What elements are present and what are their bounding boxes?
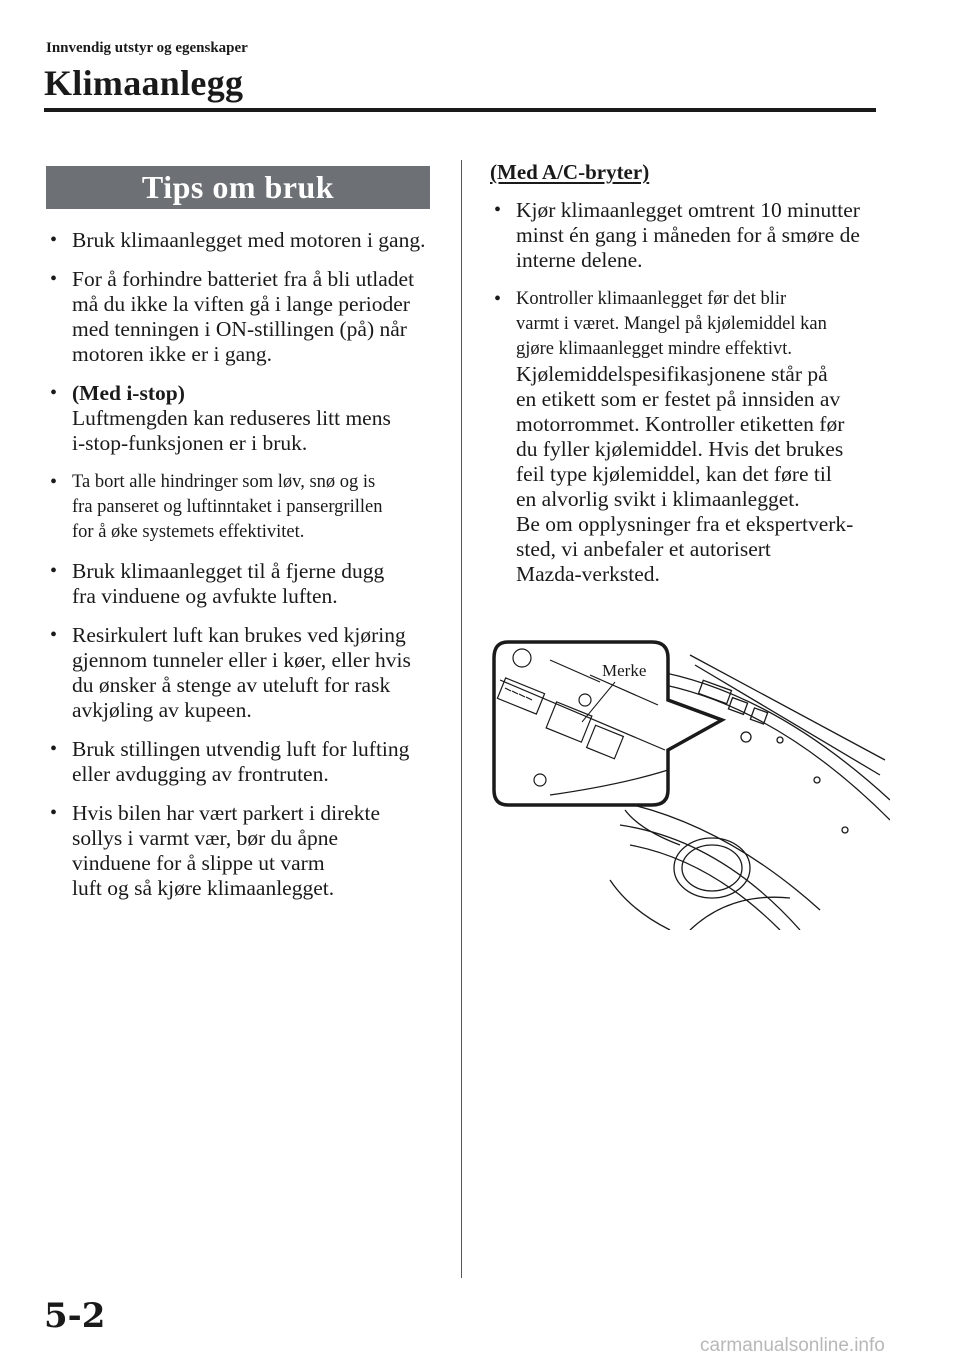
- list-item: [50, 801, 434, 901]
- list-item-line: interne delene.: [516, 248, 643, 272]
- list-item-line: Bruk klimaanlegget med motoren i gang.: [72, 228, 426, 252]
- list-item-line: fra panseret og luftinntaket i pansergrillen: [72, 497, 383, 517]
- list-item-line: Luftmengden kan reduseres litt mens: [72, 406, 391, 430]
- ac-tips-list: [494, 198, 878, 601]
- list-item: [50, 623, 434, 723]
- list-item-line: gjennom tunneler eller i køer, eller hvis: [72, 648, 411, 672]
- engine-compartment-label-figure: [490, 630, 890, 930]
- list-item: [494, 198, 878, 273]
- list-item-line: en alvorlig svikt i klimaanlegget.: [516, 487, 800, 511]
- page-number: 5-2: [44, 1296, 106, 1336]
- list-item-line: eller avdugging av frontruten.: [72, 762, 329, 786]
- bullet-icon: •: [50, 229, 58, 251]
- page-title: Klimaanlegg: [44, 63, 244, 103]
- list-item-line: avkjøling av kupeen.: [72, 698, 252, 722]
- column-divider: [461, 160, 462, 1278]
- list-item-line: motorrommet. Kontroller etiketten før: [516, 412, 845, 436]
- list-item-line: Resirkulert luft kan brukes ved kjøring: [72, 623, 406, 647]
- list-item-line: Mazda-verksted.: [516, 562, 660, 586]
- bullet-icon: •: [494, 199, 502, 221]
- list-item-line: med tenningen i ON-stillingen (på) når: [72, 317, 407, 341]
- list-item-line: minst én gang i måneden for å smøre de: [516, 223, 860, 247]
- list-item-line: sted, vi anbefaler et autorisert: [516, 537, 771, 561]
- list-item: [50, 470, 434, 545]
- bullet-icon: •: [50, 624, 58, 646]
- list-item-line: Hvis bilen har vært parkert i direkte: [72, 801, 381, 825]
- list-item-line: vinduene for å slippe ut varm: [72, 851, 325, 875]
- list-item: [494, 287, 878, 587]
- list-item-line: gjøre klimaanlegget mindre effektivt.: [516, 339, 793, 359]
- bullet-icon: •: [50, 802, 58, 824]
- list-item-line: For å forhindre batteriet fra å bli utladet: [72, 267, 415, 291]
- list-item-heading: (Med i-stop): [72, 381, 185, 405]
- watermark: carmanualsonline.info: [700, 1335, 885, 1356]
- list-item: [50, 559, 434, 609]
- bullet-icon: •: [50, 471, 58, 493]
- bullet-icon: •: [50, 268, 58, 290]
- list-item-line: Kontroller klimaanlegget før det blir: [516, 289, 787, 309]
- list-item-line: sollys i varmt vær, bør du åpne: [72, 826, 339, 850]
- list-item-line: Kjølemiddelspesifikasjonene står på: [516, 362, 828, 386]
- list-item-line: Ta bort alle hindringer som løv, snø og is: [72, 472, 376, 492]
- list-item: [50, 228, 434, 253]
- list-item-line: en etikett som er festet på innsiden av: [516, 387, 841, 411]
- bullet-icon: •: [50, 738, 58, 760]
- figure-label: Merke: [602, 661, 647, 680]
- bullet-icon: •: [50, 560, 58, 582]
- list-item-line: i-stop-funksjonen er i bruk.: [72, 431, 308, 455]
- bullet-icon: •: [50, 382, 58, 404]
- list-item-line: for å øke systemets effektivitet.: [72, 522, 305, 542]
- list-item-line: motoren ikke er i gang.: [72, 342, 273, 366]
- list-item-line: luft og så kjøre klimaanlegget.: [72, 876, 335, 900]
- list-item-line: Kjør klimaanlegget omtrent 10 minutter: [516, 198, 860, 222]
- list-item: [50, 737, 434, 787]
- list-item-line: varmt i været. Mangel på kjølemiddel kan: [516, 314, 827, 334]
- list-item-line: du fyller kjølemiddel. Hvis det brukes: [516, 437, 844, 461]
- list-item: [50, 267, 434, 367]
- list-item-line: Be om opplysninger fra et ekspertverk-: [516, 512, 854, 536]
- list-item: [50, 381, 434, 456]
- bullet-icon: •: [494, 288, 502, 310]
- list-item-line: feil type kjølemiddel, kan det føre til: [516, 462, 832, 486]
- ac-switch-subheading: (Med A/C-bryter): [490, 160, 650, 184]
- list-item-line: du ønsker å stenge av uteluft for rask: [72, 673, 391, 697]
- tips-banner: Tips om bruk: [46, 166, 430, 209]
- list-item-line: Bruk stillingen utvendig luft for lufting: [72, 737, 410, 761]
- list-item-line: må du ikke la viften gå i lange perioder: [72, 292, 410, 316]
- title-rule: [44, 108, 876, 112]
- list-item-line: Bruk klimaanlegget til å fjerne dugg: [72, 559, 385, 583]
- breadcrumb: Innvendig utstyr og egenskaper: [46, 40, 248, 56]
- list-item-line: fra vinduene og avfukte luften.: [72, 584, 338, 608]
- tips-list: [50, 228, 434, 915]
